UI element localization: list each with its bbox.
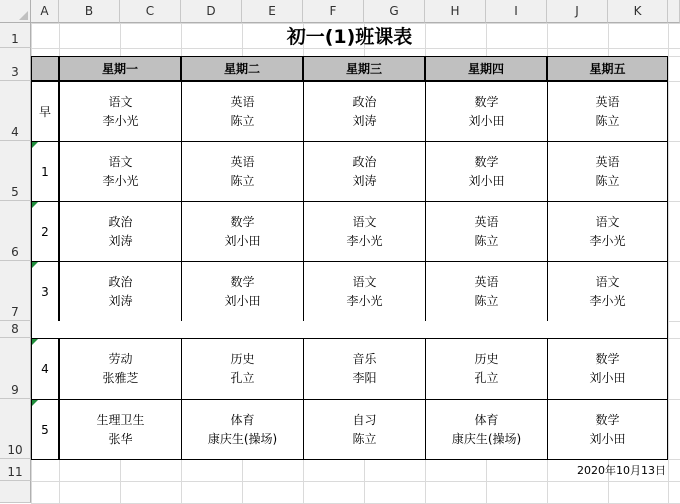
break-row[interactable] — [31, 321, 668, 338]
class-cell[interactable] — [303, 338, 426, 400]
row-header-5[interactable]: 5 — [0, 141, 31, 201]
day-header-1[interactable]: 星期一 — [59, 56, 181, 81]
column-header-c[interactable]: C — [120, 0, 181, 23]
class-cell[interactable] — [303, 201, 426, 262]
teacher-text: 孔立 — [230, 371, 255, 385]
period-label-cell[interactable]: 4 — [31, 338, 59, 400]
day-header-3[interactable]: 星期三 — [303, 56, 425, 81]
subject-text: 语文 — [595, 214, 620, 229]
subject-text: 数学 — [474, 154, 499, 169]
class-cell[interactable] — [303, 141, 426, 202]
class-cell[interactable] — [303, 399, 426, 460]
column-header-i[interactable]: I — [486, 0, 547, 23]
teacher-text: 刘涛 — [108, 293, 133, 308]
subject-text: 政治 — [352, 154, 377, 169]
subject-text: 英语 — [230, 154, 255, 169]
subject-text: 生理卫生 — [96, 412, 145, 427]
column-header-j[interactable]: J — [547, 0, 608, 23]
subject-text: 政治 — [352, 94, 377, 109]
class-cell[interactable] — [181, 399, 304, 460]
subject-text: 体育 — [230, 412, 255, 427]
class-cell[interactable] — [59, 201, 182, 262]
column-header-k[interactable]: K — [608, 0, 668, 23]
class-cell[interactable] — [181, 141, 304, 202]
teacher-text: 李小光 — [346, 233, 383, 248]
day-header-4[interactable]: 星期四 — [425, 56, 547, 81]
teacher-text: 陈立 — [230, 113, 255, 128]
row-header-6[interactable]: 6 — [0, 201, 31, 261]
teacher-text: 刘小田 — [468, 113, 505, 128]
select-all-icon — [19, 11, 28, 20]
class-cell[interactable] — [547, 338, 668, 400]
column-header-h[interactable]: H — [425, 0, 486, 23]
class-cell[interactable] — [547, 201, 668, 262]
subject-text: 劳动 — [108, 352, 133, 366]
teacher-text: 李阳 — [352, 371, 377, 385]
column-header-overflow — [668, 0, 680, 23]
teacher-text: 康庆生(操场) — [451, 431, 522, 446]
class-cell[interactable] — [181, 338, 304, 400]
subject-text: 历史 — [474, 352, 499, 366]
class-cell[interactable] — [303, 81, 426, 142]
class-cell[interactable] — [59, 81, 182, 142]
class-cell[interactable] — [547, 261, 668, 322]
subject-text: 数学 — [230, 274, 255, 289]
teacher-text: 康庆生(操场) — [207, 431, 278, 446]
teacher-text: 刘小田 — [589, 431, 626, 446]
class-cell[interactable] — [425, 338, 548, 400]
class-cell[interactable] — [425, 141, 548, 202]
subject-text: 英语 — [474, 214, 499, 229]
teacher-text: 刘小田 — [589, 371, 626, 385]
subject-text: 语文 — [595, 274, 620, 289]
subject-text: 数学 — [230, 214, 255, 229]
teacher-text: 李小光 — [102, 113, 139, 128]
column-header-a[interactable]: A — [31, 0, 59, 23]
comment-indicator-icon — [32, 400, 38, 406]
comment-indicator-icon — [32, 262, 38, 268]
period-label-cell[interactable]: 早 — [31, 81, 59, 142]
teacher-text: 陈立 — [474, 293, 499, 308]
class-cell[interactable] — [547, 141, 668, 202]
class-cell[interactable] — [59, 338, 182, 400]
day-header-2[interactable]: 星期二 — [181, 56, 303, 81]
row-header-10[interactable]: 10 — [0, 399, 31, 459]
class-cell[interactable] — [181, 261, 304, 322]
class-cell[interactable] — [59, 399, 182, 460]
class-cell[interactable] — [547, 81, 668, 142]
teacher-text: 刘小田 — [224, 293, 261, 308]
subject-text: 数学 — [474, 94, 499, 109]
column-header-b[interactable]: B — [59, 0, 120, 23]
class-cell[interactable] — [303, 261, 426, 322]
row-header-11[interactable]: 11 — [0, 459, 31, 481]
subject-text: 自习 — [352, 412, 377, 427]
select-all-corner[interactable] — [0, 0, 31, 23]
class-cell[interactable] — [181, 81, 304, 142]
teacher-text: 刘涛 — [108, 233, 133, 248]
row-header-4[interactable]: 4 — [0, 81, 31, 141]
row-header-3[interactable]: 3 — [0, 48, 31, 81]
column-header-f[interactable]: F — [303, 0, 364, 23]
column-header-g[interactable]: G — [364, 0, 425, 23]
teacher-text: 李小光 — [589, 293, 626, 308]
subject-text: 体育 — [474, 412, 499, 427]
period-label-cell[interactable]: 1 — [31, 141, 59, 202]
class-cell[interactable] — [425, 261, 548, 322]
subject-text: 数学 — [595, 352, 620, 366]
timetable-title[interactable]: 初一(1)班课表 — [286, 26, 413, 48]
teacher-text: 陈立 — [595, 173, 620, 188]
row-header-9[interactable]: 9 — [0, 338, 31, 399]
subject-text: 政治 — [108, 214, 133, 229]
row-header-8[interactable]: 8 — [0, 321, 31, 338]
class-cell[interactable] — [181, 201, 304, 262]
subject-text: 音乐 — [352, 352, 377, 366]
teacher-text: 李小光 — [589, 233, 626, 248]
class-cell[interactable] — [425, 81, 548, 142]
row-header-7[interactable]: 7 — [0, 261, 31, 321]
period-label-cell[interactable]: 2 — [31, 201, 59, 262]
subject-text: 政治 — [108, 274, 133, 289]
comment-indicator-icon — [32, 202, 38, 208]
class-cell[interactable] — [425, 201, 548, 262]
teacher-text: 陈立 — [230, 173, 255, 188]
subject-text: 语文 — [108, 94, 133, 109]
teacher-text: 李小光 — [102, 173, 139, 188]
period-header-cell[interactable] — [31, 56, 59, 81]
subject-text: 英语 — [474, 274, 499, 289]
teacher-text: 刘涛 — [352, 113, 377, 128]
period-label-cell[interactable]: 5 — [31, 399, 59, 460]
comment-indicator-icon — [32, 142, 38, 148]
teacher-text: 陈立 — [474, 233, 499, 248]
teacher-text: 刘小田 — [224, 233, 261, 248]
column-header-e[interactable]: E — [242, 0, 303, 23]
teacher-text: 孔立 — [474, 371, 499, 385]
column-header-d[interactable]: D — [181, 0, 242, 23]
subject-text: 语文 — [108, 154, 133, 169]
subject-text: 数学 — [595, 412, 620, 427]
teacher-text: 陈立 — [595, 113, 620, 128]
date-cell[interactable]: 2020年10月13日 — [577, 464, 666, 477]
day-header-5[interactable]: 星期五 — [547, 56, 668, 81]
teacher-text: 张雅芝 — [102, 371, 139, 385]
subject-text: 语文 — [352, 214, 377, 229]
class-cell[interactable] — [425, 399, 548, 460]
grid-line-vertical — [668, 23, 669, 503]
class-cell[interactable] — [547, 399, 668, 460]
subject-text: 英语 — [595, 94, 620, 109]
row-header-1[interactable]: 1 — [0, 23, 31, 48]
subject-text: 英语 — [230, 94, 255, 109]
period-label-cell[interactable]: 3 — [31, 261, 59, 322]
subject-text: 英语 — [595, 154, 620, 169]
class-cell[interactable] — [59, 261, 182, 322]
teacher-text: 刘涛 — [352, 173, 377, 188]
row-header-overflow — [0, 481, 31, 503]
subject-text: 语文 — [352, 274, 377, 289]
teacher-text: 刘小田 — [468, 173, 505, 188]
subject-text: 历史 — [230, 352, 255, 366]
teacher-text: 陈立 — [352, 431, 377, 446]
teacher-text: 李小光 — [346, 293, 383, 308]
grid-line-horizontal — [31, 481, 680, 482]
comment-indicator-icon — [32, 339, 38, 345]
teacher-text: 张华 — [108, 431, 133, 446]
class-cell[interactable] — [59, 141, 182, 202]
